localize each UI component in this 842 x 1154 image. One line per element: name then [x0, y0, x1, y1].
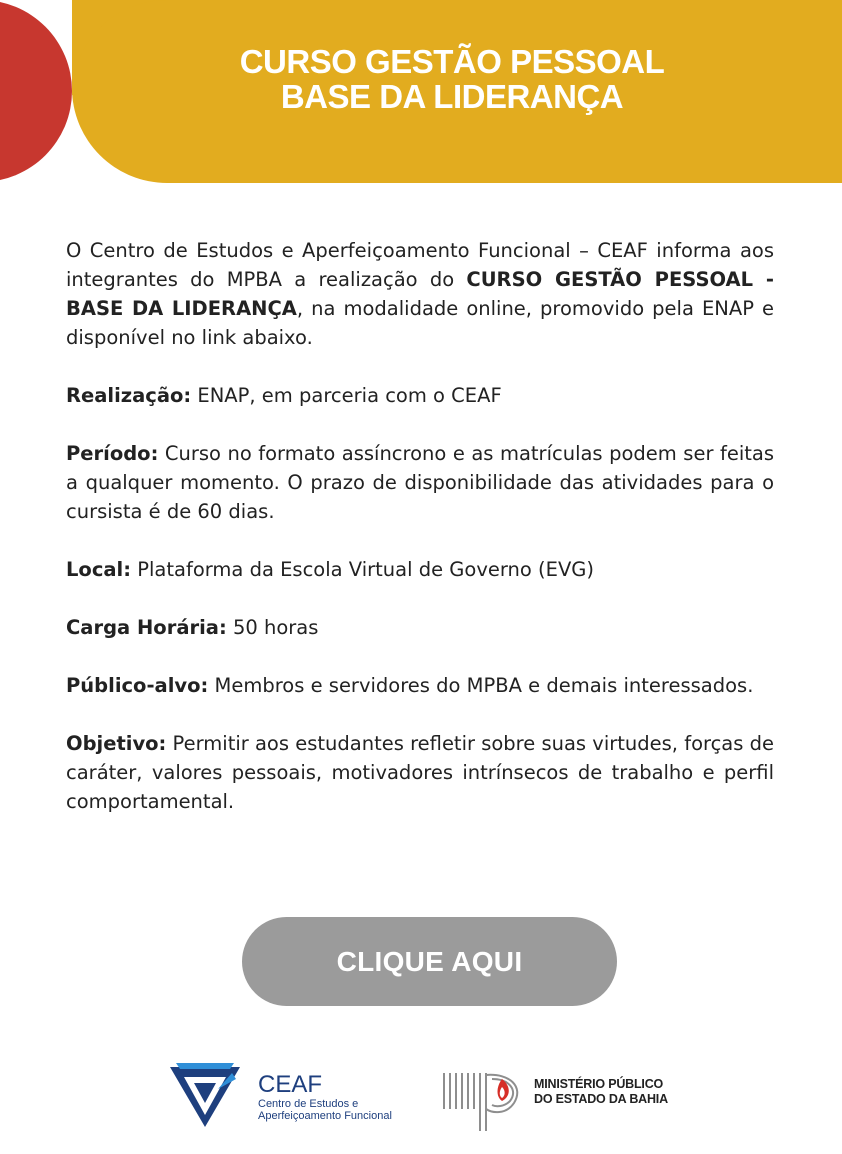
page-title — [72, 44, 832, 114]
field-value: 50 horas — [226, 616, 319, 639]
mp-logo-text: MINISTÉRIO PÚBLICO DO ESTADO DA BAHIA — [534, 1077, 668, 1106]
field-label: Carga Horária: — [66, 616, 227, 639]
field-label: Período: — [66, 442, 159, 465]
field-value: ENAP, em parceria com o CEAF — [191, 384, 502, 407]
red-circle-decoration — [0, 0, 72, 182]
ceaf-logo-icon — [168, 1059, 242, 1129]
title-line-1: CURSO GESTÃO PESSOAL — [239, 43, 665, 80]
field-value: Curso no formato assíncrono e as matrículas podem ser feitas a qualquer momento. O prazo de disponibilidade das atividades para o cursista é de 60 dias. — [66, 442, 774, 523]
intro-paragraph: O Centro de Estudos e Aperfeiçoamento Funcional – CEAF informa aos integrantes do MPBA a realização do CURSO GESTÃO PESSOAL - BASE DA LIDERANÇA, na modalidade online, promovido pela ENAP e disponível no link abaixo. — [66, 239, 774, 349]
announcement-body — [66, 236, 774, 845]
footer-logos — [0, 1055, 842, 1145]
ceaf-logo-subtitle: Centro de Estudos e Aperfeiçoamento Funcional — [258, 1098, 392, 1122]
field-label: Público-alvo: — [66, 674, 209, 697]
field-value: Membros e servidores do MPBA e demais interessados. — [208, 674, 754, 697]
field-realizacao — [66, 381, 774, 410]
ceaf-logo-name: CEAF — [258, 1071, 323, 1098]
clique-aqui-button[interactable]: CLIQUE AQUI — [242, 917, 617, 1006]
field-publico-alvo — [66, 671, 774, 700]
field-periodo — [66, 439, 774, 526]
field-carga-horaria — [66, 613, 774, 642]
mp-logo-icon — [440, 1069, 526, 1135]
field-label: Realização: — [66, 384, 192, 407]
course-name: CURSO GESTÃO PESSOAL - BASE DA LIDERANÇA — [66, 268, 774, 320]
field-label: Local: — [66, 558, 132, 581]
field-objetivo — [66, 729, 774, 816]
field-value: Plataforma da Escola Virtual de Governo (EVG) — [131, 558, 595, 581]
field-label: Objetivo: — [66, 732, 167, 755]
field-local — [66, 555, 774, 584]
title-line-2: BASE DA LIDERANÇA — [280, 78, 624, 115]
field-value: Permitir aos estudantes refletir sobre suas virtudes, forças de caráter, valores pessoais, motivadores intrínsecos de trabalho e perfil comportamental. — [66, 732, 774, 813]
